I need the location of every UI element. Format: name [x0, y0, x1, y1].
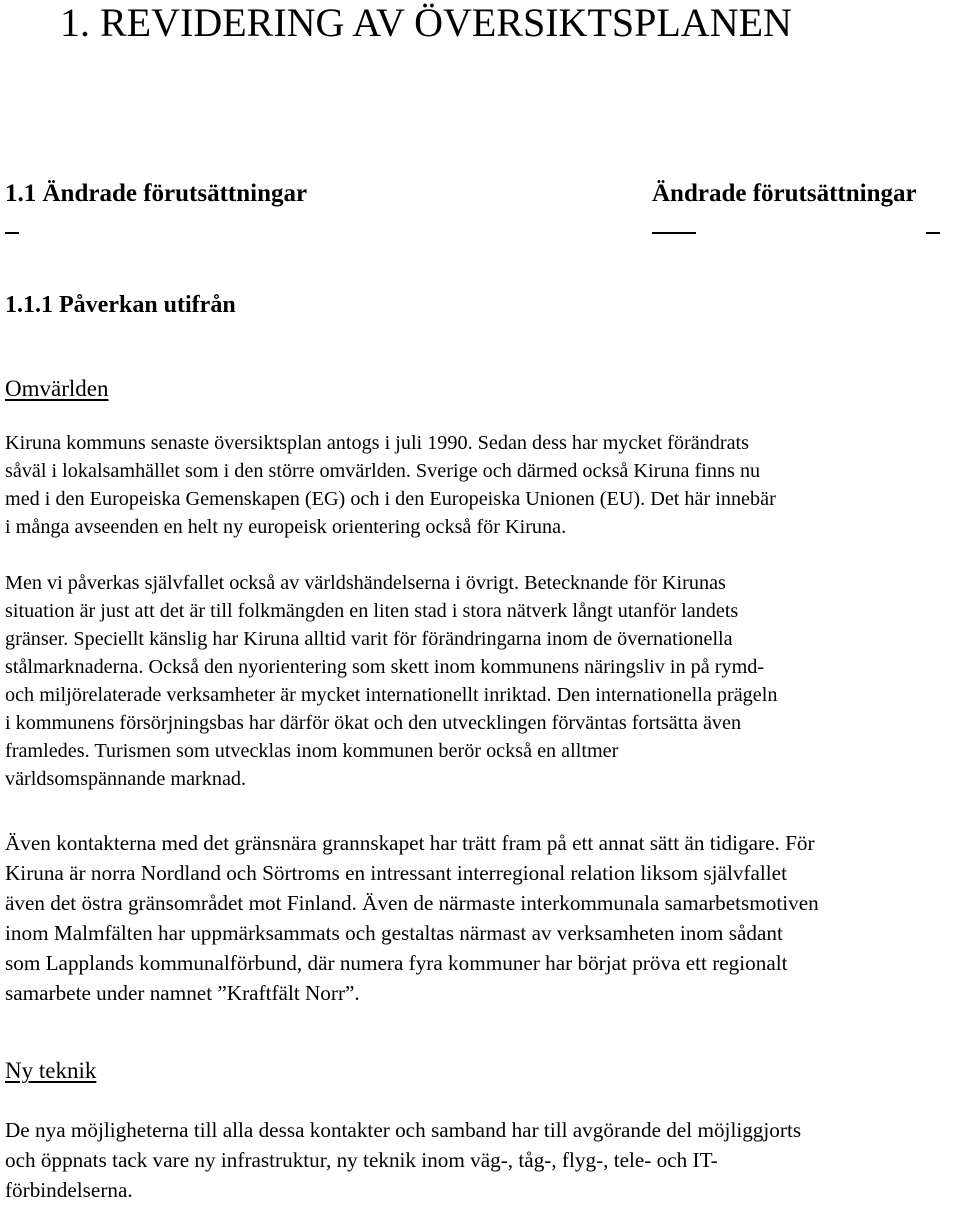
- text-line: förbindelserna.: [5, 1178, 133, 1202]
- paragraph: [5, 429, 957, 541]
- text-line: gränser. Speciellt känslig har Kiruna alltid varit för förändringarna inom de övernationella: [5, 628, 733, 650]
- text-line: Kiruna är norra Nordland och Sörtroms en intressant interregional relation liksom självfallet: [5, 861, 787, 885]
- text-line: Kiruna kommuns senaste översiktsplan antogs i juli 1990. Sedan dess har mycket förändrats: [5, 432, 749, 454]
- text-line: som Lapplands kommunalförbund, där numera fyra kommuner har börjat pröva ett regionalt: [5, 951, 788, 975]
- text-line: inom Malmfälten har uppmärksammats och gestaltas närmast av verksamheten inom sådant: [5, 921, 783, 945]
- text-line: med i den Europeiska Gemenskapen (EG) och i den Europeiska Unionen (EU). Det här innebär: [5, 488, 776, 510]
- text-line: i många avseenden en helt ny europeisk orientering också för Kiruna.: [5, 516, 567, 538]
- paragraph: [5, 569, 957, 793]
- topic-heading-ny-teknik: Ny teknik: [5, 1058, 97, 1083]
- chapter-heading: 1. REVIDERING AV ÖVERSIKTSPLANEN: [60, 0, 792, 45]
- text-line: Men vi påverkas självfallet också av världshändelserna i övrigt. Betecknande för Kirunas: [5, 572, 726, 594]
- heading-rule: [926, 232, 940, 234]
- text-line: samarbete under namnet ”Kraftfält Norr”.: [5, 981, 360, 1005]
- section-heading: 1.1 Ändrade förutsättningar: [5, 180, 308, 207]
- text-line: situation är just att det är till folkmängden en liten stad i stora nätverk långt utanför landets: [5, 600, 739, 622]
- text-line: framledes. Turismen som utvecklas inom kommunen berör också en alltmer: [5, 740, 619, 762]
- text-line: i kommunens försörjningsbas har därför ökat och den utvecklingen förväntas fortsätta även: [5, 712, 742, 734]
- text-line: världsomspännande marknad.: [5, 768, 247, 790]
- text-line: och öppnats tack vare ny infrastruktur, ny teknik inom väg-, tåg-, flyg-, tele- och IT-: [5, 1148, 718, 1172]
- section-heading-repeat: Ändrade förutsättningar: [652, 180, 917, 207]
- subsection-heading: 1.1.1 Påverkan utifrån: [5, 292, 236, 318]
- paragraph: [5, 1115, 957, 1205]
- topic-heading-omvarlden: Omvärlden: [5, 376, 109, 401]
- paragraph: [5, 828, 957, 1008]
- text-line: även det östra gränsområdet mot Finland. Även de närmaste interkommunala samarbetsmotiven: [5, 891, 819, 915]
- text-line: De nya möjligheterna till alla dessa kontakter och samband har till avgörande del möjliggjorts: [5, 1118, 802, 1142]
- text-line: och miljörelaterade verksamheter är mycket internationellt inriktad. Den internationella prägeln: [5, 684, 778, 706]
- text-line: såväl i lokalsamhället som i den större omvärlden. Sverige och därmed också Kiruna finns nu: [5, 460, 761, 482]
- text-line: stålmarknaderna. Också den nyorientering som skett inom kommunens näringsliv in på rymd-: [5, 656, 765, 678]
- text-line: Även kontakterna med det gränsnära grannskapet har trätt fram på ett annat sätt än tidigare. För: [5, 831, 815, 855]
- heading-rule: [5, 232, 19, 234]
- heading-rule: [652, 232, 696, 234]
